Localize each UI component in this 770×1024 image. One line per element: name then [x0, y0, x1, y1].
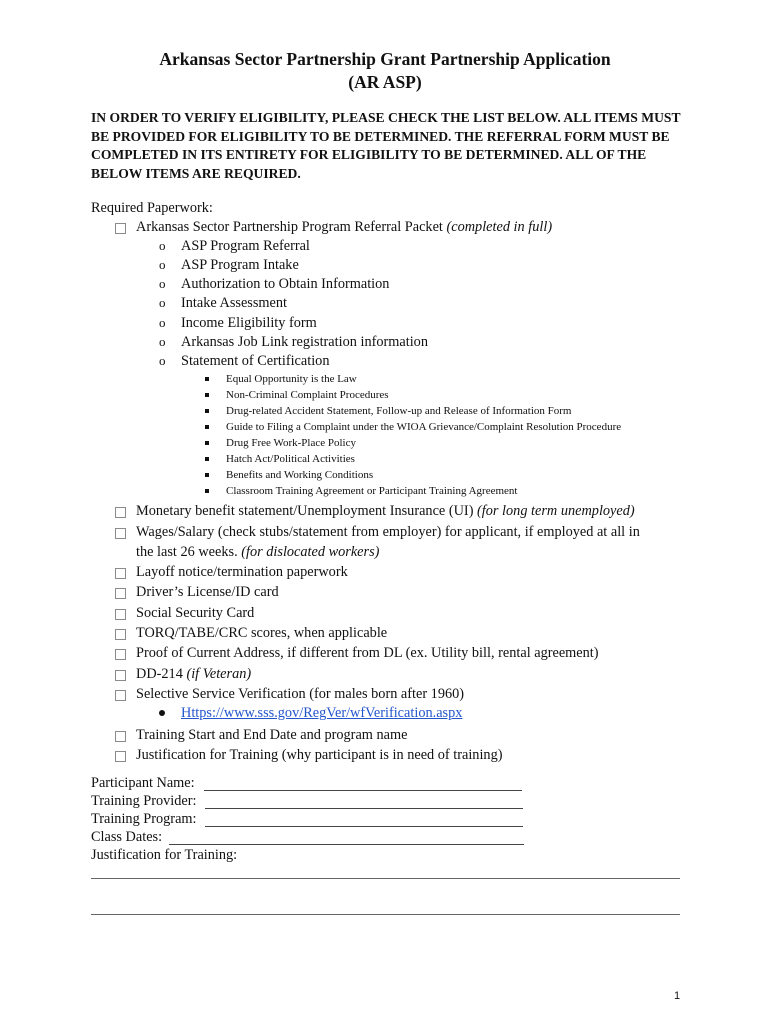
certification-item: Classroom Training Agreement or Participant Training Agreement: [226, 485, 518, 497]
sub-item: Statement of Certification: [181, 353, 330, 369]
sub-item: Intake Assessment: [181, 295, 288, 311]
packet-note: (completed in full): [446, 219, 553, 235]
checkbox-ssc[interactable]: [115, 609, 126, 620]
circle-bullet-icon: o: [159, 353, 166, 368]
justification-line-2[interactable]: [91, 914, 680, 915]
square-bullet-icon: [205, 425, 209, 429]
certification-item: Benefits and Working Conditions: [226, 469, 374, 481]
circle-bullet-icon: o: [159, 315, 166, 330]
class-dates-label: Class Dates:: [91, 829, 163, 845]
checkbox-monetary[interactable]: [115, 507, 126, 518]
square-bullet-icon: [205, 473, 209, 477]
square-bullet-icon: [205, 489, 209, 493]
justification-line-1[interactable]: [91, 878, 680, 879]
page-subtitle: (AR ASP): [348, 72, 422, 92]
checklist-item-training-dates: Training Start and End Date and program name: [136, 727, 408, 743]
checklist-item-wages-cont: [136, 543, 379, 562]
monetary-label: Monetary benefit statement/Unemployment Insurance (UI): [136, 503, 474, 519]
checkbox-justification[interactable]: [115, 751, 126, 762]
checklist-item-monetary: [136, 502, 635, 521]
certification-item: Equal Opportunity is the Law: [226, 373, 357, 385]
monetary-note: (for long term unemployed): [477, 503, 635, 519]
dot-bullet-icon: [159, 710, 165, 716]
checklist-item-dd214: [136, 665, 251, 684]
checklist-item-scores: TORQ/TABE/CRC scores, when applicable: [136, 625, 388, 641]
checkbox-dd214[interactable]: [115, 670, 126, 681]
training-provider-field[interactable]: [205, 808, 523, 809]
packet-item: [136, 218, 552, 237]
sub-item: ASP Program Intake: [181, 257, 299, 273]
selective-service-link[interactable]: Https://www.sss.gov/RegVer/wfVerification.aspx: [181, 705, 463, 721]
circle-bullet-icon: o: [159, 257, 166, 272]
checkbox-selective[interactable]: [115, 690, 126, 701]
circle-bullet-icon: o: [159, 334, 166, 349]
certification-item: Guide to Filing a Complaint under the WIOA Grievance/Complaint Resolution Procedure: [226, 421, 622, 433]
square-bullet-icon: [205, 441, 209, 445]
certification-item: Drug-related Accident Statement, Follow-up and Release of Information Form: [226, 405, 572, 417]
wages-label-cont: the last 26 weeks.: [136, 544, 238, 560]
training-program-label: Training Program:: [91, 811, 197, 827]
packet-label: Arkansas Sector Partnership Program Referral Packet: [136, 219, 443, 235]
checkbox-license[interactable]: [115, 588, 126, 599]
checklist-item-layoff: Layoff notice/termination paperwork: [136, 564, 348, 580]
justification-label: Justification for Training:: [91, 847, 238, 863]
square-bullet-icon: [205, 457, 209, 461]
sub-item: Authorization to Obtain Information: [181, 276, 390, 292]
certification-item: Hatch Act/Political Activities: [226, 453, 355, 465]
certification-item: Non-Criminal Complaint Procedures: [226, 389, 389, 401]
required-heading: Required Paperwork:: [91, 200, 213, 216]
sub-item: ASP Program Referral: [181, 238, 310, 254]
checkbox-layoff[interactable]: [115, 568, 126, 579]
circle-bullet-icon: o: [159, 276, 166, 291]
class-dates-field[interactable]: [169, 844, 524, 845]
checklist-item-ssc: Social Security Card: [136, 605, 255, 621]
eligibility-notice: IN ORDER TO VERIFY ELIGIBILITY, PLEASE CHECK THE LIST BELOW. ALL ITEMS MUST BE PROVIDED FOR ELIGIBILITY TO BE DETERMINED. THE REFERRAL FORM MUST BE COMPLETED IN ITS ENTIRETY FOR ELIGIBILITY TO BE DETERMINED. ALL OF THE BELOW ITEMS ARE REQUIRED.: [91, 110, 681, 181]
sub-item: Arkansas Job Link registration information: [181, 334, 428, 350]
training-provider-label: Training Provider:: [91, 793, 197, 809]
checklist-item-selective: Selective Service Verification (for males born after 1960): [136, 686, 465, 702]
checklist-item-address: Proof of Current Address, if different from DL (ex. Utility bill, rental agreement): [136, 645, 599, 661]
circle-bullet-icon: o: [159, 238, 166, 253]
participant-name-field[interactable]: [204, 790, 522, 791]
checklist-item-license: Driver’s License/ID card: [136, 584, 279, 600]
sub-item: Income Eligibility form: [181, 315, 317, 331]
page-number: 1: [674, 990, 681, 1002]
checkbox-scores[interactable]: [115, 629, 126, 640]
checkbox-wages[interactable]: [115, 528, 126, 539]
page-title: Arkansas Sector Partnership Grant Partnership Application: [159, 49, 611, 69]
square-bullet-icon: [205, 393, 209, 397]
certification-item: Drug Free Work-Place Policy: [226, 437, 356, 449]
participant-name-label: Participant Name:: [91, 775, 195, 791]
wages-note: (for dislocated workers): [241, 544, 380, 560]
checkbox-packet[interactable]: [115, 223, 126, 234]
checkbox-training-dates[interactable]: [115, 731, 126, 742]
dd214-label: DD-214: [136, 666, 183, 682]
dd214-note: (if Veteran): [186, 666, 252, 682]
training-program-field[interactable]: [205, 826, 523, 827]
checkbox-address[interactable]: [115, 649, 126, 660]
square-bullet-icon: [205, 409, 209, 413]
checklist-item-justification: Justification for Training (why participant is in need of training): [136, 747, 503, 763]
checklist-item-wages: Wages/Salary (check stubs/statement from employer) for applicant, if employed at all in: [136, 524, 640, 540]
square-bullet-icon: [205, 377, 209, 381]
circle-bullet-icon: o: [159, 295, 166, 310]
